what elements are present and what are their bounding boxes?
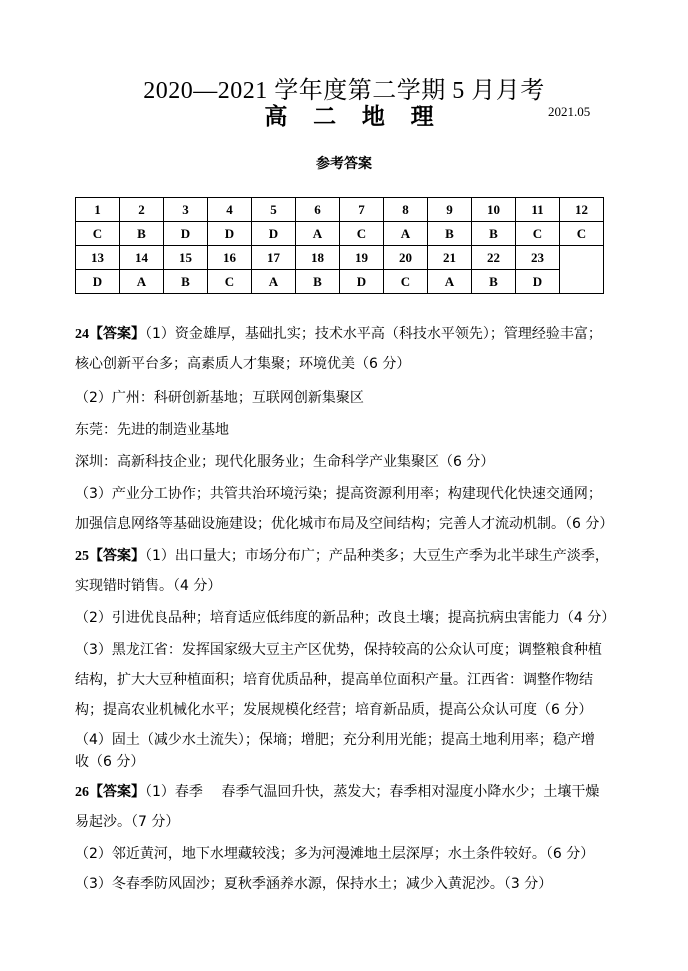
answer-choice-cell: B bbox=[428, 222, 472, 246]
question-number-cell: 1 bbox=[76, 198, 120, 222]
exam-date: 2021.05 bbox=[548, 104, 591, 119]
answer-text: （2）邻近黄河，地下水埋藏较浅；多为河漫滩地土层深厚；水土条件较好。（6 分） bbox=[75, 846, 595, 862]
question-number-cell: 19 bbox=[340, 246, 384, 270]
answer-text: 收（6 分） bbox=[75, 754, 145, 770]
answer-line bbox=[75, 388, 635, 408]
answer-text: 加强信息网络等基础设施建设；优化城市布局及空间结构；完善人才流动机制。（6 分） bbox=[75, 516, 614, 532]
question-number-label: 24 bbox=[75, 327, 89, 342]
answer-text: （1）春季 春季气温回升快，蒸发大；春季相对湿度小降水少；土壤干燥 bbox=[145, 784, 600, 800]
answer-table bbox=[75, 197, 604, 294]
question-number-cell: 12 bbox=[560, 198, 604, 222]
answer-text: 实现错时销售。（4 分） bbox=[75, 578, 222, 594]
answer-row-choices-2 bbox=[76, 270, 604, 294]
answer-text: （2）广州：科研创新基地；互联网创新集聚区 bbox=[75, 390, 364, 406]
answer-text: （4）固土（减少水土流失）；保墒；增肥；充分利用光能；提高土地利用率；稳产增 bbox=[75, 732, 595, 748]
question-number-cell: 9 bbox=[428, 198, 472, 222]
answer-line bbox=[75, 324, 635, 345]
question-number-cell: 13 bbox=[76, 246, 120, 270]
answer-choice-cell: B bbox=[164, 270, 208, 294]
answer-choice-cell: D bbox=[252, 222, 296, 246]
answer-tag: 【答案】 bbox=[89, 548, 145, 564]
answer-text: （2）引进优良品种；培育适应低纬度的新品种；改良土壤；提高抗病虫害能力（4 分） bbox=[75, 610, 616, 626]
answer-line bbox=[75, 452, 635, 472]
answer-choice-cell: C bbox=[384, 270, 428, 294]
question-number-cell: 6 bbox=[296, 198, 340, 222]
question-number-cell: 22 bbox=[472, 246, 516, 270]
answer-line bbox=[75, 730, 635, 750]
answer-text: 结构，扩大大豆种植面积；培育优质品种，提高单位面积产量。江西省：调整作物结 bbox=[75, 672, 593, 688]
answer-choice-cell: C bbox=[516, 222, 560, 246]
answer-text: 构；提高农业机械化水平；发展规模化经营；培育新品质，提高公众认可度（6 分） bbox=[75, 702, 593, 718]
answer-choice-cell: B bbox=[120, 222, 164, 246]
answer-text: （1）资金雄厚，基础扎实；技术水平高（科技水平领先）；管理经验丰富； bbox=[145, 326, 602, 342]
answer-choice-cell: C bbox=[76, 222, 120, 246]
answer-row-numbers-1 bbox=[76, 198, 604, 222]
answer-text: 易起沙。（7 分） bbox=[75, 814, 180, 830]
question-number-cell: 10 bbox=[472, 198, 516, 222]
answer-choice-cell: D bbox=[76, 270, 120, 294]
answer-text: 深圳：高新科技企业；现代化服务业；生命科学产业集聚区（6 分） bbox=[75, 454, 495, 470]
question-number-cell: 23 bbox=[516, 246, 560, 270]
answer-line bbox=[75, 670, 635, 690]
answer-line bbox=[75, 812, 635, 832]
answer-choice-cell: A bbox=[384, 222, 428, 246]
answer-line bbox=[75, 782, 635, 803]
subject-title: 高 二 地 理 bbox=[264, 104, 444, 129]
answer-line bbox=[75, 844, 635, 864]
question-number-cell: 3 bbox=[164, 198, 208, 222]
answer-line bbox=[75, 700, 635, 720]
answer-choice-cell: B bbox=[472, 270, 516, 294]
question-number-cell: 2 bbox=[120, 198, 164, 222]
answer-choice-cell: D bbox=[516, 270, 560, 294]
answer-choice-cell: D bbox=[164, 222, 208, 246]
question-number-label: 25 bbox=[75, 549, 89, 564]
question-number-cell: 18 bbox=[296, 246, 340, 270]
answer-text: （1）出口量大；市场分布广；产品种类多；大豆生产季为北半球生产淡季， bbox=[145, 548, 609, 564]
question-number-cell: 20 bbox=[384, 246, 428, 270]
question-number-cell: 11 bbox=[516, 198, 560, 222]
question-number-cell: 14 bbox=[120, 246, 164, 270]
answer-line bbox=[75, 514, 635, 534]
answer-row-numbers-2 bbox=[76, 246, 604, 270]
question-number-cell: 4 bbox=[208, 198, 252, 222]
question-number-cell: 16 bbox=[208, 246, 252, 270]
question-number-cell: 5 bbox=[252, 198, 296, 222]
answer-choice-cell: B bbox=[472, 222, 516, 246]
answer-line bbox=[75, 608, 635, 628]
answer-choice-cell: B bbox=[296, 270, 340, 294]
answer-choice-cell: D bbox=[340, 270, 384, 294]
question-number-cell: 7 bbox=[340, 198, 384, 222]
answer-choice-cell: A bbox=[296, 222, 340, 246]
answer-text: （3）冬春季防风固沙；夏秋季涵养水源，保持水土；减少入黄泥沙。（3 分） bbox=[75, 876, 553, 892]
answer-line bbox=[75, 640, 635, 660]
answer-choice-cell: C bbox=[340, 222, 384, 246]
question-number-cell: 15 bbox=[164, 246, 208, 270]
answer-line bbox=[75, 546, 635, 567]
answer-tag: 【答案】 bbox=[89, 326, 145, 342]
answer-line bbox=[75, 874, 635, 894]
answer-line bbox=[75, 484, 635, 504]
question-number-cell: 17 bbox=[252, 246, 296, 270]
answer-choice-cell: A bbox=[120, 270, 164, 294]
answer-choice-cell: C bbox=[560, 222, 604, 246]
answer-choice-cell: D bbox=[208, 222, 252, 246]
answer-choice-cell: C bbox=[208, 270, 252, 294]
exam-title: 2020—2021 学年度第二学期 5 月月考 bbox=[143, 78, 545, 104]
answer-line bbox=[75, 576, 635, 596]
answer-choice-cell: A bbox=[252, 270, 296, 294]
answer-line bbox=[75, 420, 635, 440]
empty-cell bbox=[560, 246, 604, 294]
question-number-cell: 21 bbox=[428, 246, 472, 270]
answer-choice-cell: A bbox=[428, 270, 472, 294]
answer-text: 东莞：先进的制造业基地 bbox=[75, 422, 229, 438]
question-number-cell: 8 bbox=[384, 198, 428, 222]
question-number-label: 26 bbox=[75, 785, 89, 800]
answer-tag: 【答案】 bbox=[89, 784, 145, 800]
answer-line bbox=[75, 354, 635, 374]
answer-text: 核心创新平台多；高素质人才集聚；环境优美（6 分） bbox=[75, 356, 411, 372]
answer-text: （3）产业分工协作；共管共治环境污染；提高资源利用率；构建现代化快速交通网； bbox=[75, 486, 602, 502]
answer-text: （3）黑龙江省：发挥国家级大豆主产区优势，保持较高的公众认可度；调整粮食种植 bbox=[75, 642, 602, 658]
answer-line bbox=[75, 752, 635, 772]
answer-row-choices-1 bbox=[76, 222, 604, 246]
reference-answer-heading: 参考答案 bbox=[316, 156, 372, 172]
